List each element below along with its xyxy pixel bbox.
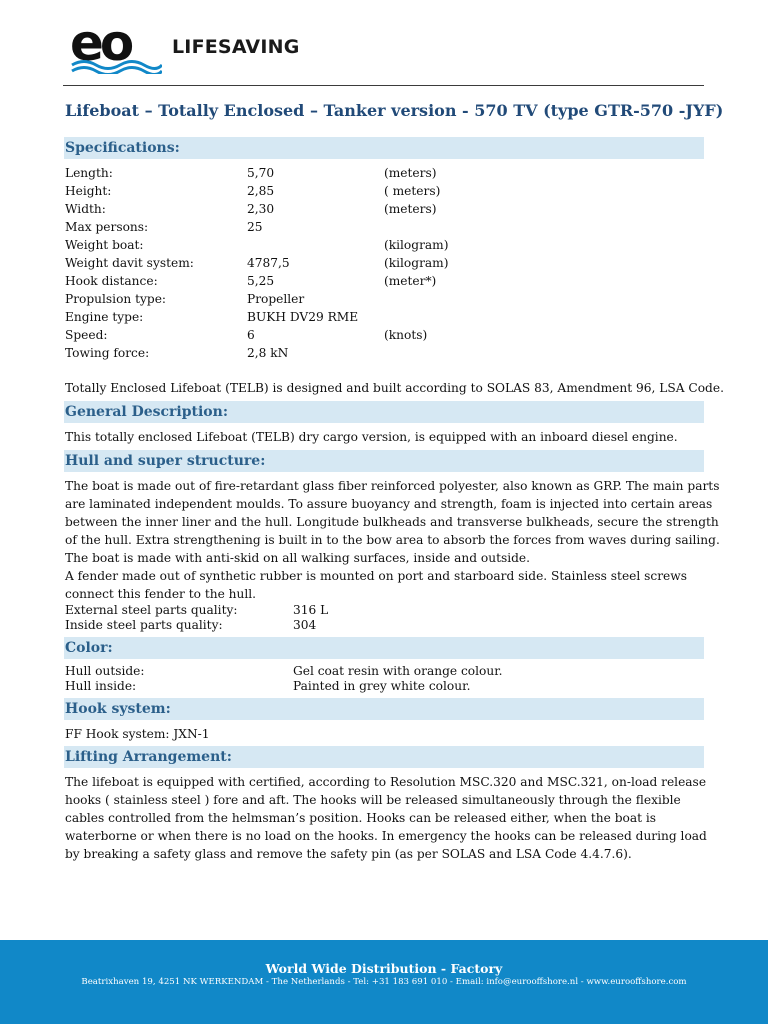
spec-label: Width: xyxy=(65,202,106,216)
spec-value: Propeller xyxy=(247,292,305,306)
spec-value: 5,70 xyxy=(247,166,275,180)
section-heading-general xyxy=(64,401,704,423)
specifications-note: Totally Enclosed Lifeboat (TELB) is designed and built according to SOLAS 83, Amendment 96, LSA Code. xyxy=(65,381,724,395)
color-label: Hull inside: xyxy=(65,679,137,693)
hull-quality-row xyxy=(65,618,704,633)
hull-description xyxy=(65,477,720,603)
color-label: Hull outside: xyxy=(65,664,145,678)
spec-unit: (meters) xyxy=(384,166,437,180)
header-divider xyxy=(63,85,704,86)
hull-quality-label: External steel parts quality: xyxy=(65,603,238,617)
color-row xyxy=(65,664,704,679)
footer-band xyxy=(0,940,768,1024)
spec-row xyxy=(65,344,704,362)
lifting-text-line: waterborne or when there is no load on the hooks. In emergency the hooks can be released during load xyxy=(65,829,707,843)
lifting-heading-text: Lifting Arrangement: xyxy=(65,749,232,765)
spec-value: 4787,5 xyxy=(247,256,290,270)
spec-unit: (knots) xyxy=(384,328,428,342)
spec-unit: (kilogram) xyxy=(384,256,449,270)
spec-label: Weight boat: xyxy=(65,238,144,252)
hull-heading-text: Hull and super structure: xyxy=(65,453,266,469)
section-heading-specifications xyxy=(64,137,704,159)
page-title: Lifeboat – Totally Enclosed – Tanker version - 570 TV (type GTR-570 -JYF) xyxy=(65,101,724,120)
color-value: Gel coat resin with orange colour. xyxy=(293,664,503,678)
spec-unit: ( meters) xyxy=(384,184,441,198)
brand-logo xyxy=(70,22,310,74)
spec-unit: (meters) xyxy=(384,202,437,216)
spec-row xyxy=(65,254,704,272)
spec-row xyxy=(65,182,704,200)
spec-value: 2,30 xyxy=(247,202,275,216)
spec-label: Max persons: xyxy=(65,220,149,234)
hull-text-line: The boat is made out of fire-retardant glass fiber reinforced polyester, also known as GRP. The main parts xyxy=(65,479,720,493)
spec-label: Height: xyxy=(65,184,112,198)
color-heading-text: Color: xyxy=(65,640,113,656)
hull-quality-label: Inside steel parts quality: xyxy=(65,618,223,632)
lifting-text-line: by breaking a safety glass and remove the safety pin (as per SOLAS and LSA Code 4.4.7.6). xyxy=(65,847,632,861)
spec-row xyxy=(65,164,704,182)
section-heading-color xyxy=(64,637,704,659)
spec-unit xyxy=(384,344,584,362)
spec-label: Towing force: xyxy=(65,346,150,360)
spec-label: Weight davit system: xyxy=(65,256,194,270)
general-heading-text: General Description: xyxy=(65,404,228,420)
spec-unit xyxy=(384,290,584,308)
spec-value: 2,85 xyxy=(247,184,275,198)
spec-value: 5,25 xyxy=(247,274,275,288)
section-heading-hook xyxy=(64,698,704,720)
spec-row xyxy=(65,326,704,344)
spec-row xyxy=(65,218,704,236)
hull-text-line: The boat is made with anti-skid on all walking surfaces, inside and outside. xyxy=(65,551,531,565)
section-heading-hull xyxy=(64,450,704,472)
spec-value: 2,8 kN xyxy=(247,346,289,360)
hull-quality-value: 304 xyxy=(293,618,317,632)
hull-quality-value: 316 L xyxy=(293,603,329,617)
color-value: Painted in grey white colour. xyxy=(293,679,471,693)
spec-row xyxy=(65,308,704,326)
hull-quality-list xyxy=(65,603,704,633)
hook-system-text: FF Hook system: JXN-1 xyxy=(65,727,210,741)
hull-text-line: connect this fender to the hull. xyxy=(65,587,257,601)
brand-word: LIFESAVING xyxy=(172,36,300,58)
specifications-heading-text: Specifications: xyxy=(65,140,180,156)
hull-text-line: of the hull. Extra strengthening is built in to the bow area to absorb the forces from waves during sailing. xyxy=(65,533,720,547)
hull-text-line: between the inner liner and the hull. Longitude bulkheads and transverse bulkheads, secure the strength xyxy=(65,515,719,529)
color-list xyxy=(65,664,704,694)
spec-value: 6 xyxy=(247,328,255,342)
general-description-text: This totally enclosed Lifeboat (TELB) dry cargo version, is equipped with an inboard diesel engine. xyxy=(65,430,678,444)
specifications-table xyxy=(65,164,704,362)
spec-value: BUKH DV29 RME xyxy=(247,310,359,324)
hull-text-line: are laminated independent moulds. To assure buoyancy and strength, foam is injected into certain areas xyxy=(65,497,713,511)
spec-value xyxy=(247,236,384,254)
spec-unit: (meter*) xyxy=(384,274,437,288)
section-heading-lifting xyxy=(64,746,704,768)
spec-label: Hook distance: xyxy=(65,274,158,288)
hull-quality-row xyxy=(65,603,704,618)
spec-unit xyxy=(384,308,584,326)
spec-row xyxy=(65,290,704,308)
spec-label: Length: xyxy=(65,166,113,180)
eo-logo-icon xyxy=(70,22,162,74)
hook-heading-text: Hook system: xyxy=(65,701,171,717)
document-body xyxy=(65,137,724,863)
hull-text-line: A fender made out of synthetic rubber is mounted on port and starboard side. Stainless steel screws xyxy=(65,569,687,583)
lifting-description xyxy=(65,773,707,863)
lifting-text-line: The lifeboat is equipped with certified, according to Resolution MSC.320 and MSC.321, on-load release xyxy=(65,775,707,789)
lifting-text-line: cables controlled from the helmsman’s position. Hooks can be released either, when the boat is xyxy=(65,811,657,825)
spec-row xyxy=(65,200,704,218)
lifting-text-line: hooks ( stainless steel ) fore and aft. The hooks will be released simultaneously through the flexible xyxy=(65,793,681,807)
spec-label: Engine type: xyxy=(65,310,144,324)
spec-label: Propulsion type: xyxy=(65,292,167,306)
spec-unit xyxy=(384,218,584,236)
color-row xyxy=(65,679,704,694)
footer-address: Beatrixhaven 19, 4251 NK WERKENDAM - The Netherlands - Tel: +31 183 691 010 - Email: info@eurooffshore.nl - www.eurooffshore.com xyxy=(81,977,687,987)
footer-title: World Wide Distribution - Factory xyxy=(265,961,503,976)
spec-row xyxy=(65,236,704,254)
spec-label: Speed: xyxy=(65,328,108,342)
spec-value: 25 xyxy=(247,220,263,234)
spec-row xyxy=(65,272,704,290)
spec-unit: (kilogram) xyxy=(384,238,449,252)
logo-letters: eo xyxy=(70,22,131,72)
